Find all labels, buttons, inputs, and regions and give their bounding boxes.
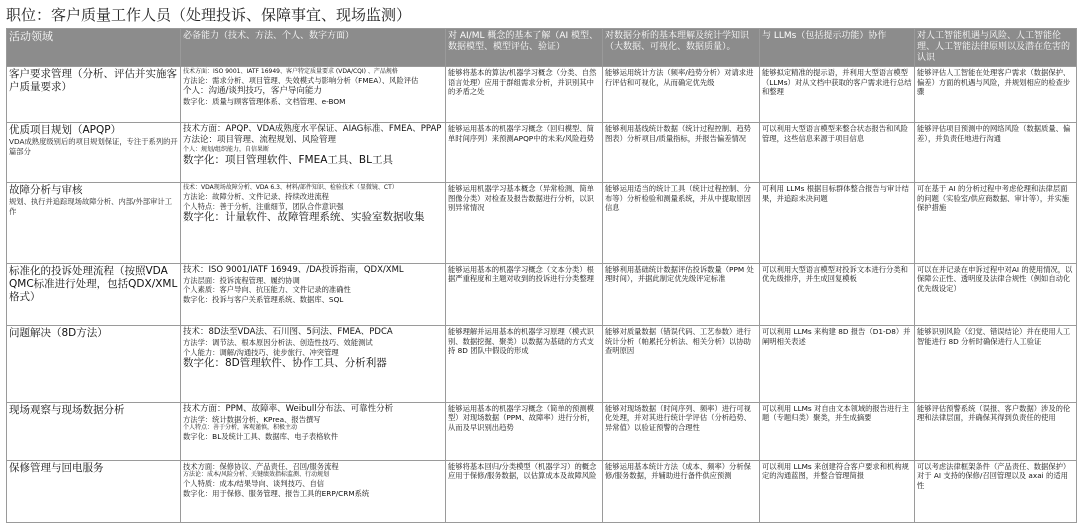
page-title: 职位：客户质量工作人员（处理投诉、保障事宜、现场监测） [6,6,412,24]
capability-line: 个人特质：成本/结果导向、谈判技巧、自信 [183,479,325,489]
llm-cell-text: 可以利用 LLMs 来创建符合客户要求和机构规定的沟通蓝图，并整合管理简报 [762,461,909,481]
capability-line: 个人：沟通/谈判技巧，客户导向能力 [183,85,322,96]
activity-area-title: 优质项目规划（APQP） [9,123,122,136]
table-row [7,67,1077,123]
capabilities-cell [181,67,446,123]
llm-cell-text: 可利用 LLMs 根据目标群体整合报告与审计结果，并追踪未决问题 [762,184,909,203]
capability-line: 个人：规划/组织能力，自信果断 [183,145,270,153]
ai-ml-cell-text: 能够运用基本的机器学习概念（文本分类）根据严重程度和主题对收到的投诉进行分类整理 [448,264,594,284]
header-activity-area: 活动领域 [7,29,181,67]
table-body [7,67,1077,523]
activity-area-title: 故障分析与审核 [9,184,83,197]
statistics-cell [603,402,760,460]
statistics-cell [603,67,760,123]
capability-line: 个人能力：调解/沟通技巧、徒步旅行、冲突管理 [183,347,339,357]
table-row [7,402,1077,460]
capability-line: 方法论：故障分析、文件记录、持续改进流程 [183,192,329,202]
ai-ml-cell [446,183,603,264]
header-statistics: 对数据分析的基本理解及统计学知识（大数据、可视化、数据质量）。 [603,29,760,67]
capability-line: 技术方面：ISO 9001、IATF 16949、客户特定质量要求 (VDA/CQI) 、产品规格 [183,68,398,75]
statistics-cell-text: 能够运用适当的统计工具（统计过程控制、分布等）分析检验和测量系统，并从中提取原因信息 [605,184,751,213]
statistics-cell-text: 能够运用统计方法（频率/趋势分析）对请求进行评估和可视化，从而确定优先级 [605,68,754,87]
ethics-cell [915,67,1077,123]
capabilities-cell [181,460,446,522]
header-llm: 与 LLMs（包括提示功能）协作 [760,29,915,67]
ethics-cell [915,326,1077,403]
llm-cell [760,122,915,182]
capability-line: 个人特点：善于分析，注重细节，团队合作意识强 [183,201,344,211]
header-row [7,29,1077,67]
ai-ml-cell [446,402,603,460]
ethics-cell [915,460,1077,522]
capability-line: 方法学：调节法、根本原因分析法、创造性技巧、效能测试 [183,338,373,348]
llm-cell [760,263,915,325]
activity-area-cell [7,122,181,182]
ai-ml-cell [446,122,603,182]
ethics-cell-text: 可以在并记录在申诉过程中对AI 的使用情况，以保障公正性、透明度及法律合规性（例如自动化优先级设定） [917,264,1073,294]
header-capabilities: 必备能力（技术、方法、个人、数字方面） [181,29,446,67]
capability-line: 技术方面：APQP、VDA成熟度水平保证、AIAG标准、FMEA、PPAP [183,123,442,134]
llm-cell [760,460,915,522]
activity-area-cell [7,460,181,522]
activity-area-title: 现场观察与现场数据分析 [9,403,125,416]
activity-area-description: 规划、执行并追踪现场故障分析、内部/外部审计工作 [9,197,172,216]
table-row [7,263,1077,325]
llm-cell-text: 可以利用大型语言模型对投诉文本进行分类和优先级排序，并生成回复模板 [762,264,908,284]
ai-ml-cell [446,263,603,325]
capability-line: 数字化：用于保修、服务管理、报告工具的ERP/CRM系统 [183,488,370,498]
activity-area-title: 问题解决（8D方法） [9,327,108,340]
capability-line: 技术方面：保修协议、产品责任、召回/服务流程 [183,461,339,471]
ai-ml-cell [446,67,603,123]
ethics-cell-text: 能够评估项目预测中的网络风险（数据质量、偏差），并负责任地进行沟通 [917,123,1071,143]
ethics-cell [915,122,1077,182]
llm-cell-text: 可以利用 LLMs 来构建 8D 报告（D1-D8）并阐明相关表述 [762,327,911,346]
ethics-cell [915,402,1077,460]
ethics-cell [915,263,1077,325]
activity-area-cell [7,67,181,123]
capability-line: 数字化：8D管理软件、协作工具、分析利器 [183,357,387,370]
capabilities-cell [181,326,446,403]
llm-cell-text: 可以利用大型语言模型来整合状态报告和风险管理，这些信息来源于项目信息 [762,123,908,143]
activity-area-title: 客户要求管理（分析、评估并实施客户质量要求） [9,68,177,93]
ai-ml-cell-text: 能够运用基本的机器学习概念（简单的预测模型）对现场数据（PPM、故障率）进行分析，从而及早识别出趋势 [448,403,595,432]
capabilities-cell [181,263,446,325]
ai-ml-cell-text: 能够运用机器学习基本概念（异常检测、简单图像分类）对检查及报告数据进行分析，以识别异常情况 [448,184,594,213]
header-ai-ml: 对 AI/ML 概念的基本了解（AI 模型、数据模型、模型评估、验证） [446,29,603,67]
capability-line: 方法学：统计数据分析、KPrea、报告撰写 [183,414,321,424]
capability-line: 技术：VDA现场故障分析、VDA 6.3、材料/部件知识、检验技术（显微镜、CT） [183,184,398,192]
llm-cell [760,67,915,123]
capability-line: 个人素质：客户导向、抗压能力、文件记录的准确性 [183,285,351,295]
statistics-cell-text: 能够对质量数据（错误代码、工艺参数）进行统计分析（帕累托分析法、相关分析）以协助查明原因 [605,327,751,356]
capability-line: 数字化：计量软件、故障管理系统、实验室数据收集 [183,211,425,224]
statistics-cell-text: 能够利用基础统计数据评估投诉数量（PPM 处理时间），并据此制定优先级评定标准 [605,264,754,284]
ethics-cell-text: 能够评估人工智能在处理客户需求（数据保护、偏差）方面的机遇与风险，并规划相应的检查步骤 [917,68,1071,97]
statistics-cell [603,460,760,522]
capability-line: 方法论：项目管理、流程规划、风险管理 [183,134,337,145]
capability-line: 数字化：投诉与客户关系管理系统、数据库、SQL [183,295,344,305]
capability-line: 技术：ISO 9001/IATF 16949、/DA投诉指南，QDX/XML [183,264,404,275]
statistics-cell [603,183,760,264]
statistics-cell [603,326,760,403]
activity-area-cell [7,183,181,264]
capability-line: 数字化：BL及统计工具、数据库、电子表格软件 [183,432,339,442]
llm-cell-text: 能够拟定精准的提示语，并利用大型语言模型（LLMs）对从文档中获取的客户需求进行总结和整理 [762,68,912,97]
capability-line: 方法论：成本/风险分析、关键绩效指标监测、行动规划 [183,471,330,479]
capabilities-cell [181,183,446,264]
activity-area-title: 保修管理与回电服务 [9,461,104,474]
ai-ml-cell [446,460,603,522]
ethics-cell [915,183,1077,264]
ai-ml-cell-text: 能够运用基本的机器学习概念（回归模型、简单时间序列）来预测APQP中的未来/风险趋势 [448,123,595,143]
llm-cell-text: 可以利用 LLMs 对自由文本领域的报告进行主题（专题归类）聚类，并生成摘要 [762,403,909,423]
ai-ml-cell-text: 能够将基本回归/分类模型（机器学习）的概念应用于保修/服务数据，以估算成本及故障风险 [448,461,597,481]
activity-area-cell [7,326,181,403]
table-row [7,183,1077,264]
ai-ml-cell-text: 能够将基本的算法/机器学习概念（分类、自然语言处理）应用于群组需求分析，并识别其中的矛盾之处 [448,68,597,97]
statistics-cell [603,122,760,182]
capability-line: 技术：8D法至VDA法、石川图、5问法、FMEA、PDCA [183,327,393,338]
activity-area-cell [7,263,181,325]
statistics-cell-text: 能够运用基本统计方法（成本、频率）分析保修/服务数据，并辅助进行备件供应预测 [605,461,751,481]
activity-area-cell [7,402,181,460]
capabilities-cell [181,402,446,460]
statistics-cell-text: 能够利用基线统计数据（统计过程控制、趋势图表）分析项目/质量指标，并报告偏差情况 [605,123,751,143]
llm-cell [760,402,915,460]
capability-line: 方法论：需求分析、项目管理、失效模式与影响分析（FMEA）、风险评估 [183,76,419,85]
table-row [7,122,1077,182]
llm-cell [760,183,915,264]
ai-ml-cell-text: 能够理解并运用基本的机器学习原理（模式识别、数据挖掘、聚类）以数据为基础的方式支持 8D 团队中假设的形成 [448,327,594,356]
statistics-cell [603,263,760,325]
ethics-cell-text: 能够识别风险（幻觉、错误结论）并在使用人工智能进行 8D 分析时确保进行人工验证 [917,327,1071,346]
header-ethics: 对人工智能机遇与风险、人工智能伦理、人工智能法律原则以及潜在危害的认识 [915,29,1077,67]
statistics-cell-text: 能够对现场数据（时间序列、频率）进行可视化处理，并对其进行统计学评估（分析趋势、异常值）以验证预警的合理性 [605,403,751,432]
capability-line: 个人特点：善于分析，客观谨慎，积极主动 [183,424,298,432]
ai-ml-cell [446,326,603,403]
ethics-cell-text: 可在基于 AI 的分析过程中考虑伦理和法律层面的问题（实验室/供应商数据、审计等），并实施保护措施 [917,184,1070,213]
llm-cell [760,326,915,403]
competency-matrix-table [6,28,1077,523]
capabilities-cell [181,122,446,182]
capability-line: 方法层面：投诉流程管理、履约协调 [183,275,300,285]
capability-line: 数字化：项目管理软件、FMEA工具、BL工具 [183,153,393,166]
ethics-cell-text: 可以考虑法律框架条件（产品责任、数据保护）对于 AI 支持的保修/召回管理以及 axai 的适用性 [917,461,1071,490]
activity-area-title: 标准化的投诉处理流程（按照VDA QMC标准进行处理，包括QDX/XML格式） [9,264,178,303]
capability-line: 数字化：质量与顾客管理体系、文档管理、e-BOM [183,96,346,106]
activity-area-description: VDA成熟度级别后的项目规划保证，专注于系列的开篇部分 [9,136,178,156]
capability-line: 技术方面：PPM、故障率、Weibull分布法、可靠性分析 [183,403,394,414]
ethics-cell-text: 能够评估预警系统（误报、客户数据）涉及的伦理和法律层面，并确保其得到负责任的使用 [917,403,1071,423]
table-row [7,460,1077,522]
table-row [7,326,1077,403]
